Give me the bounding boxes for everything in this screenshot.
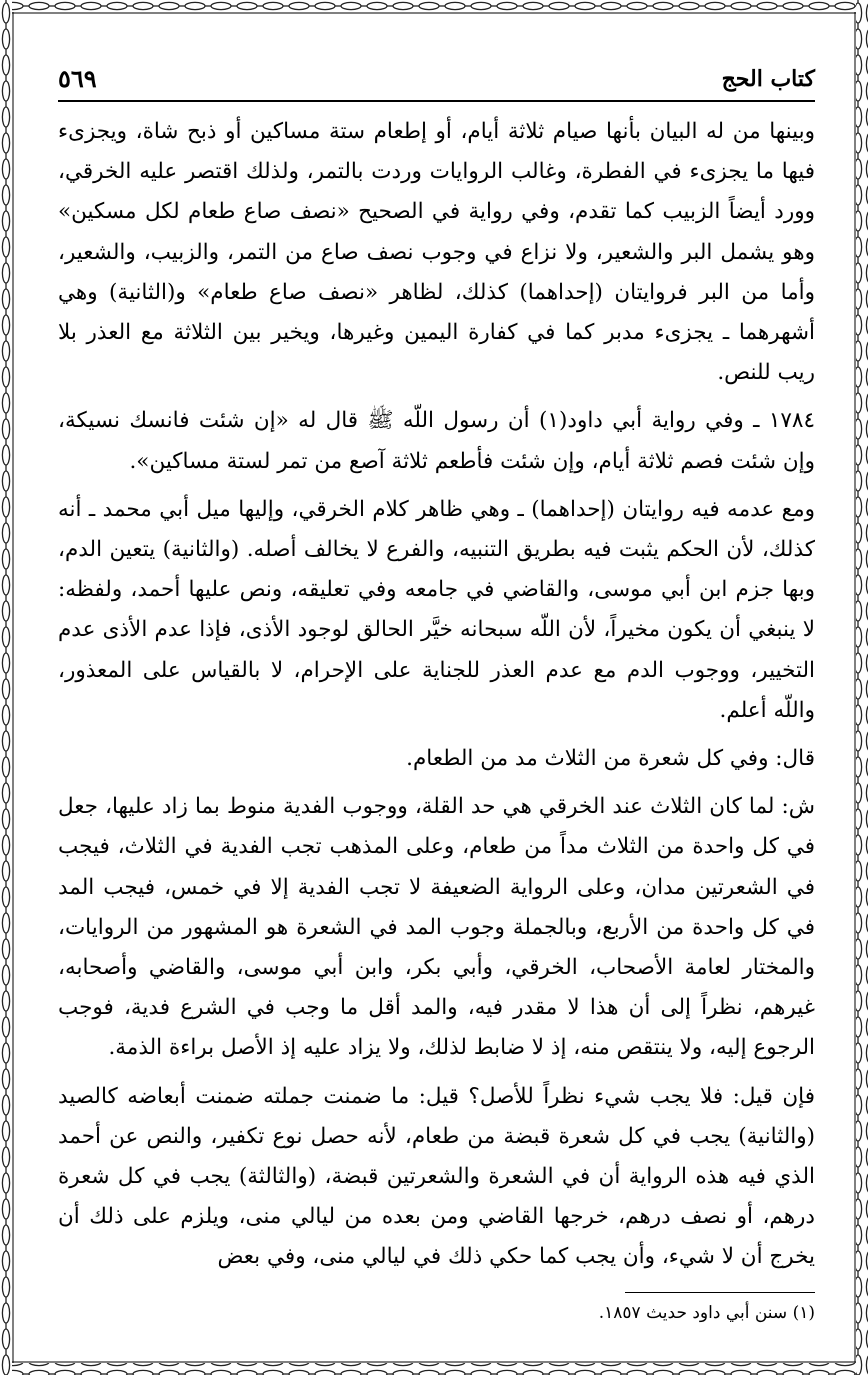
- footnote: (١) سنن أبي داود حديث ١٨٥٧.: [598, 1302, 815, 1323]
- paragraph: قال: وفي كل شعرة من الثلاث مد من الطعام.: [406, 746, 815, 772]
- chapter-title: كتاب الحج: [721, 66, 815, 92]
- page-header: [58, 60, 815, 102]
- page-number: ٥٦٩: [58, 64, 97, 93]
- paragraph: ١٧٨٤ ـ وفي رواية أبي داود(١) أن رسول اللّه ﷺ قال له «إن شئت فانسك نسيكة، وإن شئت فصم ثلاثة أيام، وإن شئت فأطعم ثلاثة آصع من تمر لستة مساكين».: [58, 408, 816, 474]
- paragraph: ومع عدمه فيه روايتان (إحداهما) ـ وهي ظاهر كلام الخرقي، وإليها ميل أبي محمد ـ أنه كذلك، لأن الحكم يثبت فيه بطريق التنبيه، والفرع لا يخالف أصله. (والثانية) يتعين الدم، وبها جزم ابن أبي موسى، والقاضي في جامعه وفي تعليقه، ونص عليها أحمد، ولفظه: لا ينبغي أن يكون مخيراً، لأن اللّه سبحانه خيَّر الحالق لوجود الأذى، فإذا عدم الأذى عدم التخيير، ووجوب الدم مع عدم العذر للجناية على الإحرام، لا بالقياس على المعذور، واللّه أعلم.: [58, 496, 815, 723]
- book-page: [58, 60, 815, 1327]
- main-text: [58, 112, 815, 1278]
- footnote-separator: [625, 1292, 815, 1293]
- paragraph: فإن قيل: فلا يجب شيء نظراً للأصل؟ قيل: ما ضمنت جملته ضمنت أبعاضه كالصيد (والثانية) يجب في كل شعرة قبضة من طعام، لأنه حصل نوع تكفير، والنص عن أحمد الذي فيه هذه الرواية أن في الشعرة والشعرتين قبضة، (والثالثة) يجب في كل شعرة درهم، أو نصف درهم، خرجها القاضي ومن بعده من ليالي منى، ويلزم على ذلك أن يخرج أن لا شيء، وأن يجب كما حكي ذلك في ليالي منى، وفي بعض: [58, 1083, 815, 1270]
- paragraph: وبينها من له البيان بأنها صيام ثلاثة أيام، أو إطعام ستة مساكين أو ذبح شاة، ويجزىء فيها ما يجزىء في الفطرة، وغالب الروايات وردت بالتمر، ولذلك اقتصر عليه الخرقي، وورد أيضاً الزبيب كما تقدم، وفي رواية في الصحيح «نصف صاع طعام لكل مسكين» وهو يشمل البر والشعير، ولا نزاع في وجوب نصف صاع من التمر، والزبيب، والشعير، وأما من البر فروايتان (إحداهما) كذلك، لظاهر «نصف صاع طعام» و(الثانية) وهي أشهرهما ـ يجزىء مدبر كما في كفارة اليمين وغيرها، ويخير بين الثلاثة مع العذر بلا ريب للنص.: [58, 119, 815, 386]
- paragraph: ش: لما كان الثلاث عند الخرقي هي حد القلة، ووجوب الفدية منوط بما زاد عليها، جعل في كل واحدة من الثلاث مداً من طعام، وعلى المذهب تجب الفدية في الثلاث، فيجب في الشعرتين مدان، وعلى الرواية الضعيفة لا تجب الفدية إلا في خمس، فيجب المد في كل واحدة من الأربع، وبالجملة وجوب المد في الشعرة هو المشهور من الروايات، والمختار لعامة الأصحاب، الخرقي، وأبي بكر، وابن أبي موسى، والقاضي وأصحابه، غيرهم، نظراً إلى أن هذا لا مقدر فيه، والمد أقل ما وجب في الشرع فدية، فوجب الرجوع إليه، ولا ينتقص منه، إذ لا ضابط لذلك، ولا يزاد عليه إذ الأصل براءة الذمة.: [58, 794, 815, 1061]
